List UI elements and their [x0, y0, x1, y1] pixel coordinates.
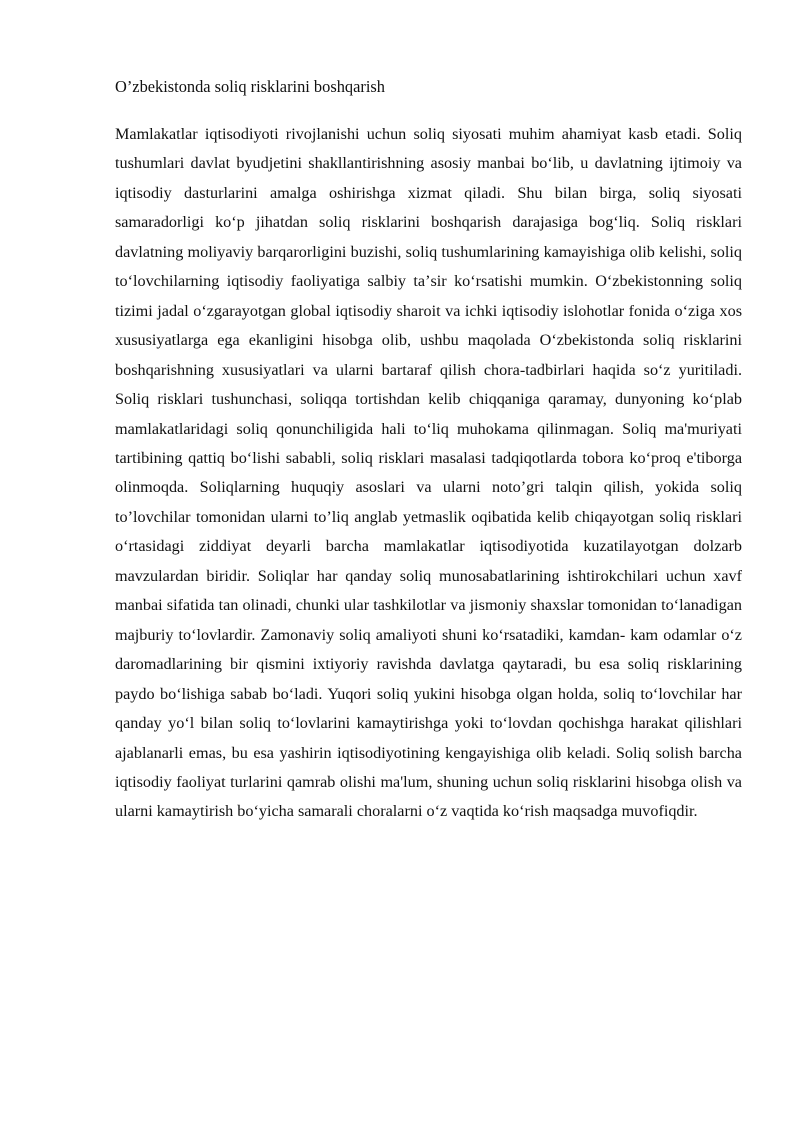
body-paragraph: Mamlakatlar iqtisodiyoti rivojlanishi uchun soliq siyosati muhim ahamiyat kasb etadi. Soliq tushumlari davlat byudjetini shakllantirishning asosiy manbai boʻlib, u davlatning ijtimoiy va iqtisodiy dasturlarini amalga oshirishga xizmat qiladi. Shu bilan birga, soliq siyosati samaradorligi koʻp jihatdan soliq risklarini boshqarish darajasiga bogʻliq. Soliq risklari davlatning moliyaviy barqarorligini buzishi, soliq tushumlarining kamayishiga olib kelishi, soliq toʻlovchilarning iqtisodiy faoliyatiga salbiy taʼsir koʻrsatishi mumkin. Oʻzbekistonning soliq tizimi jadal oʻzgarayotgan global iqtisodiy sharoit va ichki iqtisodiy islohotlar fonida oʻziga xos xususiyatlarga ega ekanligini hisobga olib, ushbu maqolada Oʻzbekistonda soliq risklarini boshqarishning xususiyatlari va ularni bartaraf qilish chora-tadbirlari haqida soʻz yuritiladi. Soliq risklari tushunchasi, soliqqa tortishdan kelib chiqqaniga qaramay, dunyoning koʻplab mamlakatlaridagi soliq qonunchiligida hali toʻliq muhokama qilinmagan. Soliq ma'muriyati tartibining qattiq boʻlishi sababli, soliq risklari masalasi tadqiqotlarda tobora koʻproq e'tiborga olinmoqda. Soliqlarning huquqiy asoslari va ularni noto’gri talqin qilish, yokida soliq to’lovchilar tomonidan ularni to’liq anglab yetmaslik oqibatida kelib chiqayotgan soliq risklari oʻrtasidagi ziddiyat deyarli barcha mamlakatlar iqtisodiyotida kuzatilayotgan dolzarb mavzulardan biridir. Soliqlar har qanday soliq munosabatlarining ishtirokchilari uchun xavf manbai sifatida tan olinadi, chunki ular tashkilotlar va jismoniy shaxslar tomonidan toʻlanadigan majburiy toʻlovlardir. Zamonaviy soliq amaliyoti shuni koʻrsatadiki, kamdan- kam odamlar oʻz daromadlarining bir qismini ixtiyoriy ravishda davlatga qaytaradi, bu esa soliq risklarining paydo boʻlishiga sabab boʻladi. Yuqori soliq yukini hisobga olgan holda, soliq toʻlovchilar har qanday yoʻl bilan soliq toʻlovlarini kamaytirishga yoki toʻlovdan qochishga harakat qilishlari ajablanarli emas, bu esa yashirin iqtisodiyotining kengayishiga olib keladi. Soliq solish barcha iqtisodiy faoliyat turlarini qamrab olishi ma'lum, shuning uchun soliq risklarini hisobga olish va ularni kamaytirish boʻyicha samarali choralarni oʻz vaqtida koʻrish maqsadga muvofiqdir. [115, 125, 742, 821]
document-title: O’zbekistonda soliq risklarini boshqarish [115, 77, 385, 96]
